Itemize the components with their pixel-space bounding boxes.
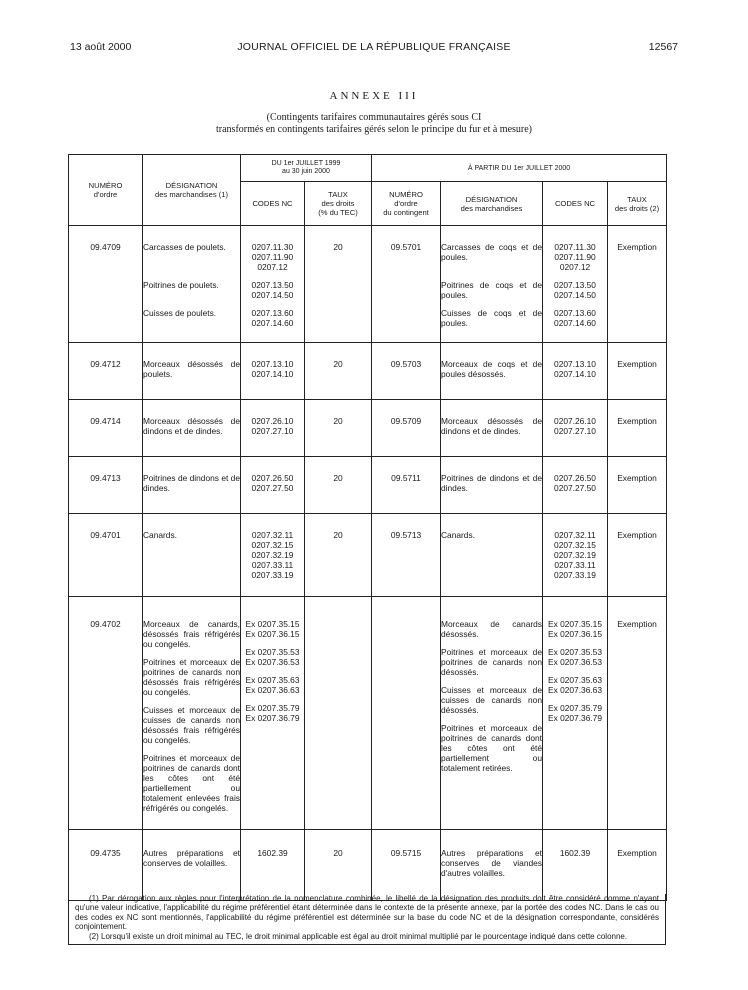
new-codes: 0207.26.10 0207.27.10 [554,416,596,436]
header-designation: DÉSIGNATION des marchandises (1) [143,155,241,226]
table-row [69,226,667,343]
annex-subtitle-line-1: (Contingents tarifaires communautaires gérés sous CI [266,112,482,123]
new-codes: 0207.13.50 0207.14.50 [554,280,596,300]
new-designation: Autres préparations et conserves de viandes d'autres volailles. [441,848,542,878]
annex-title: ANNEXE III [329,90,419,102]
old-codes: 0207.13.60 0207.14.60 [251,308,294,328]
old-designation: Morceaux désossés de poulets. [143,359,240,379]
new-designation-cell [441,343,543,400]
new-rate: Exemption [608,457,667,514]
header-numero-contingent: NUMÉRO d'ordre du contingent [372,182,441,226]
new-codes-cell [543,830,608,901]
header-page-number: 12567 [648,41,678,53]
old-designation-cell [143,343,241,400]
new-designation: Poitrines de coqs et de poules. [441,280,542,300]
old-codes-cell [241,597,305,830]
new-codes: 0207.32.11 0207.32.15 0207.32.19 0207.33.11 0207.33.19 [554,530,596,580]
new-designation: Cuisses de coqs et de poules. [441,308,542,328]
new-designation: Cuisses et morceaux de cuisses de canards non désossés. [441,685,542,715]
old-rate: 20 [305,343,372,400]
header-codes-nc-new: CODES NC [543,182,608,226]
new-rate: Exemption [608,226,667,343]
old-codes-cell [241,830,305,901]
old-designation-cell [143,514,241,597]
new-designation-cell [441,830,543,901]
old-designation: Poitrines de dindons et de dindes. [143,473,240,493]
table-row [69,343,667,400]
old-codes: 0207.32.11 0207.32.15 0207.32.19 0207.33.11 0207.33.19 [251,530,294,580]
new-codes: 0207.26.50 0207.27.50 [554,473,596,493]
old-designation-cell [143,400,241,457]
header-taux-old: TAUX des droits (% du TEC) [305,182,372,226]
old-designation: Cuisses et morceaux de cuisses de canards non désossés frais réfrigérés ou congelés. [143,705,240,745]
old-codes: Ex 0207.35.53 Ex 0207.36.53 [245,647,300,667]
new-codes-cell [543,343,608,400]
new-codes-cell [543,226,608,343]
new-designation: Morceaux désossés de dindons et de dindes. [441,416,542,436]
header-journal-title: JOURNAL OFFICIEL DE LA RÉPUBLIQUE FRANÇAISE [237,41,511,53]
header-period-new: À PARTIR DU 1er JUILLET 2000 [372,155,667,182]
footnote-2: (2) Lorsqu'il existe un droit minimal au TEC, le droit minimal applicable est égal au droit minimal multiplié par le pourcentage indiqué dans cette colonne. [89,931,628,941]
new-designation: Canards. [441,530,475,540]
old-codes-cell [241,400,305,457]
new-rate: Exemption [608,400,667,457]
new-designation-cell [441,457,543,514]
old-designation: Cuisses de poulets. [143,308,217,318]
old-codes: 0207.26.50 0207.27.50 [251,473,294,493]
new-codes-cell [543,597,608,830]
old-designation: Morceaux désossés de dindons et de dindes. [143,416,240,436]
footnote-1: (1) Par dérogation aux règles pour l'interprétation de la nomenclature combinée, le libellé de la désignation des produits doit être considéré comme n'ayant qu'une valeur indicative, l'applicabilité du régime préférentiel étant déterminée dans le contexte de la présente annexe, par la portée des codes NC. Dans le cas ou des codes ex NC sont mentionnés, l'applicabilité du régime préférentiel est déterminée sur la base du code NC et de la désignation correspondante, considérés conjointement. [75,894,659,932]
annex-subtitle [0,112,748,136]
old-codes: Ex 0207.35.63 Ex 0207.36.63 [245,675,300,695]
new-designation: Poitrines de dindons et de dindes. [441,473,542,493]
old-designation: Canards. [143,530,177,540]
tariff-quota-table [68,154,667,901]
header-codes-nc-old: CODES NC [241,182,305,226]
new-designation-cell [441,597,543,830]
table-row [69,457,667,514]
table-body [69,226,667,901]
table-row [69,400,667,457]
new-codes: 0207.13.10 0207.14.10 [554,359,596,379]
old-designation: Carcasses de poulets. [143,242,226,252]
old-designation-cell [143,830,241,901]
footnotes [68,894,666,945]
new-codes: Ex 0207.35.15 Ex 0207.36.15 [547,619,603,639]
old-codes: Ex 0207.35.15 Ex 0207.36.15 [245,619,300,639]
new-designation-cell [441,514,543,597]
header-date: 13 août 2000 [70,41,132,53]
old-codes: 0207.11.30 0207.11.90 0207.12 [251,242,294,272]
table-row [69,597,667,830]
new-designation-cell [441,226,543,343]
new-designation: Morceaux de canards désossés. [441,619,542,639]
new-codes: Ex 0207.35.53 Ex 0207.36.53 [547,647,603,667]
new-designation: Carcasses de coqs et de poules. [441,242,542,262]
old-designation: Poitrines et morceaux de poitrines de canards dont les côtes ont été partiellement ou totalement enlevées frais réfrigérés ou congelés. [143,753,240,813]
new-order-number: 09.5701 [372,226,441,343]
old-rate: 20 [305,830,372,901]
old-codes-cell [241,226,305,343]
new-rate: Exemption [608,343,667,400]
new-codes: Ex 0207.35.63 Ex 0207.36.63 [547,675,603,695]
old-order-number: 09.4702 [69,597,143,830]
old-order-number: 09.4735 [69,830,143,901]
new-designation-cell [441,400,543,457]
new-codes: 0207.13.60 0207.14.60 [554,308,596,328]
new-rate: Exemption [608,597,667,830]
new-codes: 1602.39 [559,848,591,858]
old-designation: Autres préparations et conserves de volailles. [143,848,240,868]
old-designation: Poitrines et morceaux de poitrines de canards non désossés frais réfrigérés ou congelés. [143,657,240,697]
new-order-number: 09.5713 [372,514,441,597]
old-codes: 1602.39 [257,848,288,858]
new-codes-cell [543,457,608,514]
old-order-number: 09.4712 [69,343,143,400]
new-designation: Morceaux de coqs et de poules désossés. [441,359,542,379]
old-rate: 20 [305,514,372,597]
new-rate: Exemption [608,830,667,901]
new-codes-cell [543,400,608,457]
old-designation: Morceaux de canards, désossés frais réfrigérés ou congelés. [143,619,240,649]
old-rate [305,597,372,830]
old-rate: 20 [305,400,372,457]
new-order-number: 09.5711 [372,457,441,514]
new-codes: 0207.11.30 0207.11.90 0207.12 [554,242,596,272]
old-designation: Poitrines de poulets. [143,280,219,290]
annex-subtitle-line-2: transformés en contingents tarifaires gérés selon le principe du fur et à mesure) [216,124,532,135]
new-designation: Poitrines et morceaux de poitrines de canards non désossés. [441,647,542,677]
old-order-number: 09.4714 [69,400,143,457]
old-designation-cell [143,457,241,514]
old-codes: 0207.26.10 0207.27.10 [251,416,294,436]
old-order-number: 09.4701 [69,514,143,597]
old-designation-cell [143,597,241,830]
new-codes: Ex 0207.35.79 Ex 0207.36.79 [547,703,603,723]
new-rate: Exemption [608,514,667,597]
old-rate: 20 [305,457,372,514]
new-codes-cell [543,514,608,597]
old-codes: 0207.13.50 0207.14.50 [251,280,294,300]
new-order-number: 09.5709 [372,400,441,457]
old-codes: Ex 0207.35.79 Ex 0207.36.79 [245,703,300,723]
old-rate: 20 [305,226,372,343]
old-order-number: 09.4713 [69,457,143,514]
old-designation-cell [143,226,241,343]
table-row [69,514,667,597]
old-codes: 0207.13.10 0207.14.10 [251,359,294,379]
old-codes-cell [241,343,305,400]
header-numero-ordre: NUMÉRO d'ordre [69,155,143,226]
old-order-number: 09.4709 [69,226,143,343]
header-designation-new: DÉSIGNATION des marchandises [441,182,543,226]
old-codes-cell [241,457,305,514]
old-codes-cell [241,514,305,597]
new-order-number: 09.5715 [372,830,441,901]
new-order-number: 09.5703 [372,343,441,400]
new-order-number [372,597,441,830]
header-period-old: DU 1er JUILLET 1999 au 30 juin 2000 [241,155,372,182]
new-designation: Poitrines et morceaux de poitrines de canards dont les côtes ont été partiellement ou totalement retirées. [441,723,542,773]
table-row [69,830,667,901]
header-taux-new: TAUX des droits (2) [608,182,667,226]
